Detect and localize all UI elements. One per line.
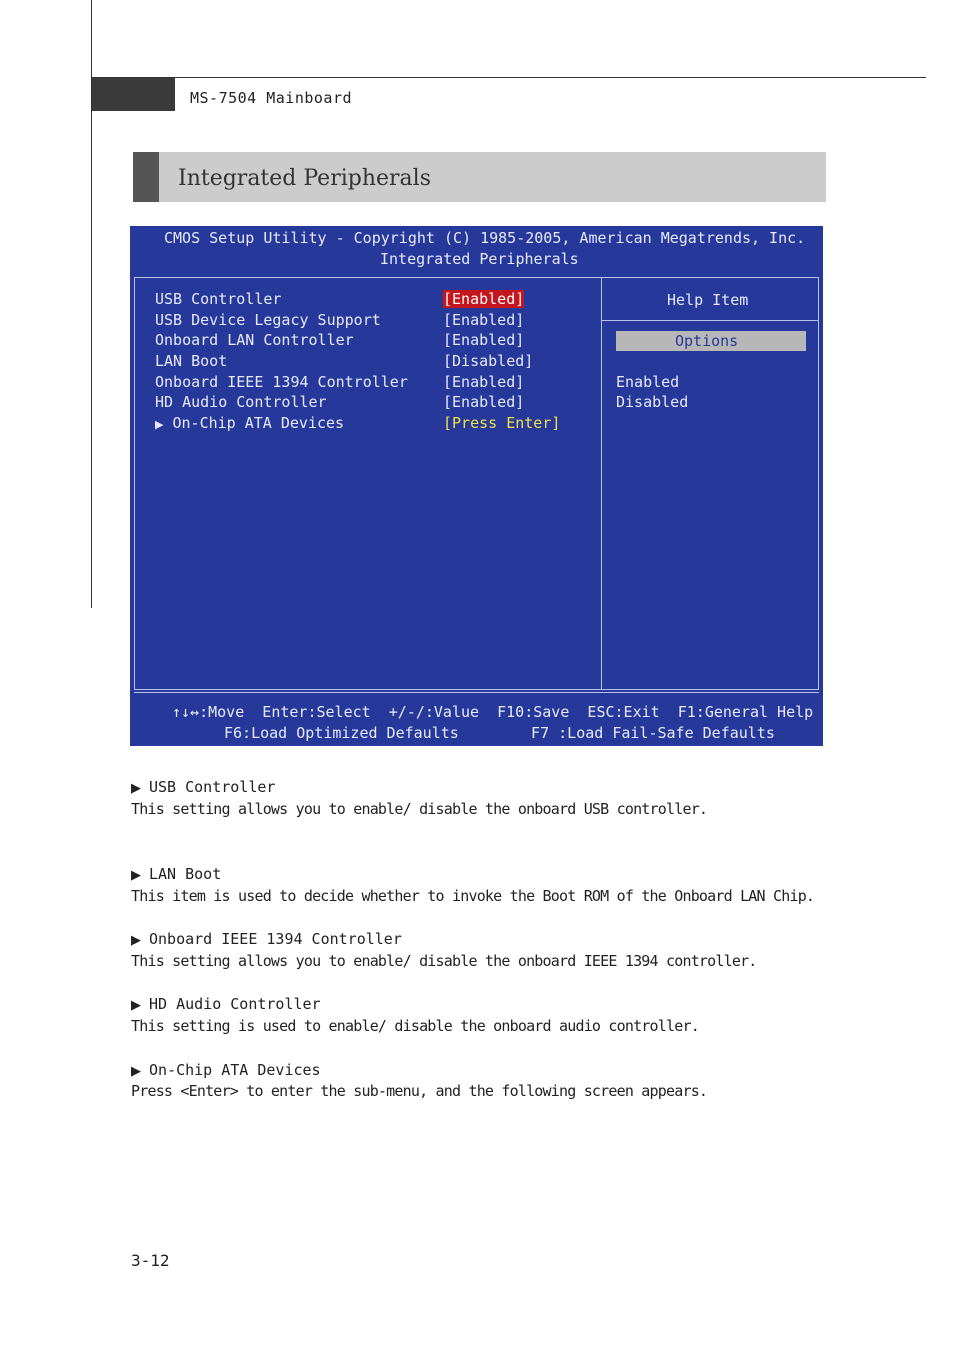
bios-value-onchip-ata[interactable]: [Press Enter] <box>443 414 561 432</box>
bios-item-lan-controller[interactable]: Onboard LAN Controller <box>155 331 354 349</box>
desc-heading-ieee1394: ▶ Onboard IEEE 1394 Controller <box>131 930 402 948</box>
bullet-arrow-icon: ▶ <box>131 781 141 796</box>
bios-help-separator <box>602 320 818 321</box>
section-title: Integrated Peripherals <box>178 166 431 191</box>
desc-text-usb-controller: This setting allows you to enable/ disable the onboard USB controller. <box>131 800 708 818</box>
bios-item-usb-legacy[interactable]: USB Device Legacy Support <box>155 311 381 329</box>
bios-footer-keys: ↑↓↔:Move Enter:Select +/-/:Value F10:Save ESC:Exit F1:General Help <box>172 703 814 721</box>
desc-heading-usb-controller: ▶ USB Controller <box>131 778 276 796</box>
bios-value-ieee1394[interactable]: [Enabled] <box>443 373 525 391</box>
bios-item-ieee1394[interactable]: Onboard IEEE 1394 Controller <box>155 373 408 391</box>
desc-heading-onchip-ata: ▶ On-Chip ATA Devices <box>131 1061 321 1079</box>
bios-panel-divider <box>601 278 602 689</box>
desc-heading-hd-audio: ▶ HD Audio Controller <box>131 995 321 1013</box>
bios-copyright: CMOS Setup Utility - Copyright (C) 1985-2005, American Megatrends, Inc. <box>164 229 806 247</box>
bullet-arrow-icon: ▶ <box>131 933 141 948</box>
bios-value-hd-audio[interactable]: [Enabled] <box>443 393 525 411</box>
bullet-arrow-icon: ▶ <box>131 998 141 1013</box>
bios-item-onchip-ata[interactable] <box>155 414 344 432</box>
bios-help-title: Help Item <box>667 291 749 309</box>
page-number: 3-12 <box>131 1251 170 1270</box>
bios-item-hd-audio[interactable]: HD Audio Controller <box>155 393 327 411</box>
bios-item-onchip-ata-label: On-Chip ATA Devices <box>172 414 345 432</box>
desc-heading-lan-boot: ▶ LAN Boot <box>131 865 222 883</box>
bios-item-lan-boot[interactable]: LAN Boot <box>155 352 228 370</box>
bios-screen <box>130 226 823 746</box>
bios-screen-title: Integrated Peripherals <box>380 250 579 268</box>
bios-value-usb-controller[interactable]: [Enabled] <box>443 290 525 308</box>
bios-value-lan-controller[interactable]: [Enabled] <box>443 331 525 349</box>
bios-value-lan-boot[interactable]: [Disabled] <box>443 352 534 370</box>
header-tab-block <box>92 78 175 111</box>
header-title: MS-7504 Mainboard <box>190 89 353 107</box>
bullet-arrow-icon: ▶ <box>131 1064 141 1079</box>
desc-text-lan-boot: This item is used to decide whether to invoke the Boot ROM of the Onboard LAN Chip. <box>131 887 815 905</box>
bios-option-enabled: Enabled <box>616 373 680 391</box>
bios-item-usb-controller[interactable]: USB Controller <box>155 290 282 308</box>
bullet-arrow-icon: ▶ <box>131 868 141 883</box>
desc-text-onchip-ata: Press <Enter> to enter the sub-menu, and the following screen appears. <box>131 1082 708 1100</box>
bios-footer-defaults: F6:Load Optimized Defaults F7 :Load Fail-Safe Defaults <box>224 724 775 742</box>
bios-value-usb-legacy[interactable]: [Enabled] <box>443 311 525 329</box>
header-rule <box>91 77 926 78</box>
desc-text-ieee1394: This setting allows you to enable/ disable the onboard IEEE 1394 controller. <box>131 952 757 970</box>
bios-options-title: Options <box>675 332 739 350</box>
bios-option-disabled: Disabled <box>616 393 689 411</box>
desc-text-hd-audio: This setting is used to enable/ disable the onboard audio controller. <box>131 1017 699 1035</box>
section-title-accent <box>133 152 159 202</box>
submenu-arrow-icon: ▶ <box>155 418 164 431</box>
